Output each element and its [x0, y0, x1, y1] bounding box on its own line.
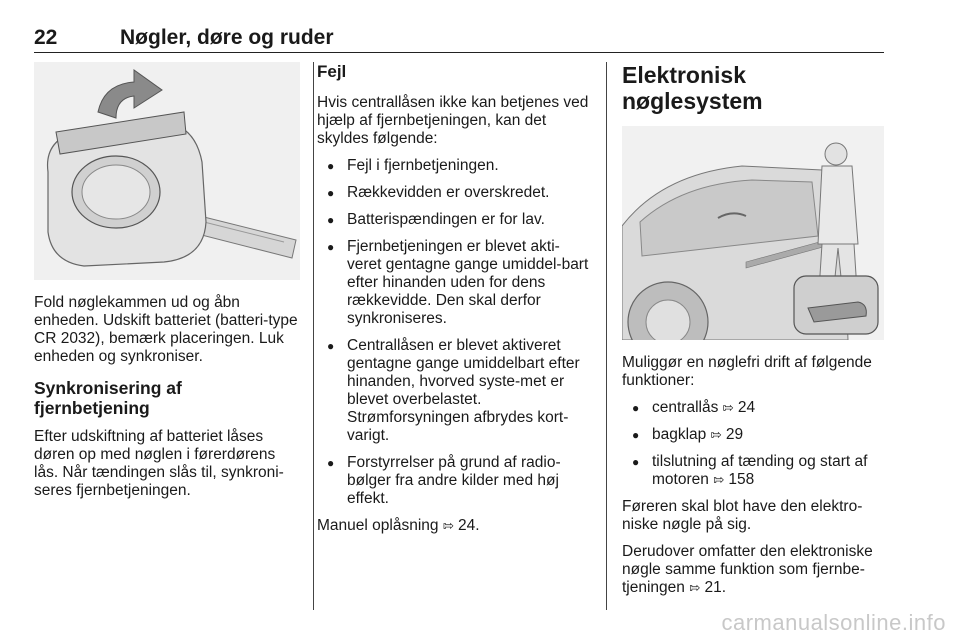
battery-instruction: Fold nøglekammen ud og åbn enheden. Udskift batteriet (batteri-type CR 2032), bemærk placeringen. Luk enheden og synkroniser.	[34, 294, 298, 365]
column-divider	[606, 62, 607, 610]
section-title: Elektronisk nøglesystem	[622, 62, 763, 114]
page-ref-icon: ⇰	[442, 518, 454, 533]
list-item: ● Forstyrrelser på grund af radio-bølger fra andre kilder med høj effekt.	[317, 454, 593, 508]
fault-heading: Fejl	[317, 62, 347, 81]
key-fob-battery-image	[34, 62, 300, 280]
fault-intro: Hvis centrallåsen ikke kan betjenes ved hjælp af fjernbetjeningen, kan det skyldes følgende:	[317, 94, 589, 147]
keyless-car-illustration	[622, 126, 884, 340]
list-item: ● Fjernbetjeningen er blevet akti-veret gentagne gange umiddel-bart efter hinanden uden for dens rækkevidde. Den skal derfor synkroniseres.	[317, 238, 593, 328]
page-ref-link[interactable]: 29	[725, 426, 744, 443]
page-ref-link[interactable]: 158	[728, 471, 755, 488]
manual-unlock-text: Manuel oplåsning	[317, 517, 439, 534]
sync-heading: Synkronisering af fjernbetjening	[34, 378, 182, 418]
page-ref-icon: ⇰	[713, 472, 725, 487]
column-right	[622, 62, 890, 606]
page-number: 22	[34, 26, 58, 49]
watermark: carmanualsonline.info	[721, 610, 946, 635]
column-left	[34, 62, 300, 509]
manual-unlock-reference	[317, 517, 593, 535]
keyless-paragraph-1: Føreren skal blot have den elektro-niske nøgle på sig.	[622, 498, 863, 533]
manual-unlock-page[interactable]: 24.	[458, 517, 480, 534]
page-header	[34, 26, 884, 53]
column-divider	[313, 62, 314, 610]
page-ref-icon: ⇰	[710, 427, 722, 442]
keyless-functions-list	[622, 399, 890, 489]
page-ref-link[interactable]: 21.	[704, 579, 727, 596]
list-item: ● Fejl i fjernbetjeningen.	[317, 157, 593, 175]
page-ref-icon: ⇰	[689, 580, 701, 595]
fault-list	[317, 157, 593, 508]
keyless-paragraph-2: Derudover omfatter den elektroniske nøgle samme funktion som fjernbe-tjeningen ⇰ 21.	[622, 543, 873, 596]
car-door-image	[622, 126, 884, 340]
running-title: Nøgler, døre og ruder	[120, 26, 334, 49]
keyless-intro: Muliggør en nøglefri drift af følgende funktioner:	[622, 354, 872, 389]
list-item: ● Batterispændingen er for lav.	[317, 211, 593, 229]
list-item: ● bagklap ⇰ 29	[622, 426, 890, 444]
sync-paragraph: Efter udskiftning af batteriet låses døren op med nøglen i førerdørens lås. Når tændingen slås til, synkroni-seres fjernbetjeningen.	[34, 428, 284, 499]
list-item: ● Rækkevidden er overskredet.	[317, 184, 593, 202]
page-ref-link[interactable]: 24	[737, 399, 756, 416]
list-item: ● Centrallåsen er blevet aktiveret gentagne gange umiddelbart efter hinanden, hvorved syste-met er blevet overbelastet. Strømforsyningen afbrydes kort-varigt.	[317, 337, 593, 445]
page-ref-icon: ⇰	[722, 400, 734, 415]
list-item: ● tilslutning af tænding og start af motoren ⇰ 158	[622, 453, 890, 489]
column-middle	[317, 62, 593, 544]
key-battery-illustration	[34, 62, 300, 280]
list-item: ● centrallås ⇰ 24	[622, 399, 890, 417]
